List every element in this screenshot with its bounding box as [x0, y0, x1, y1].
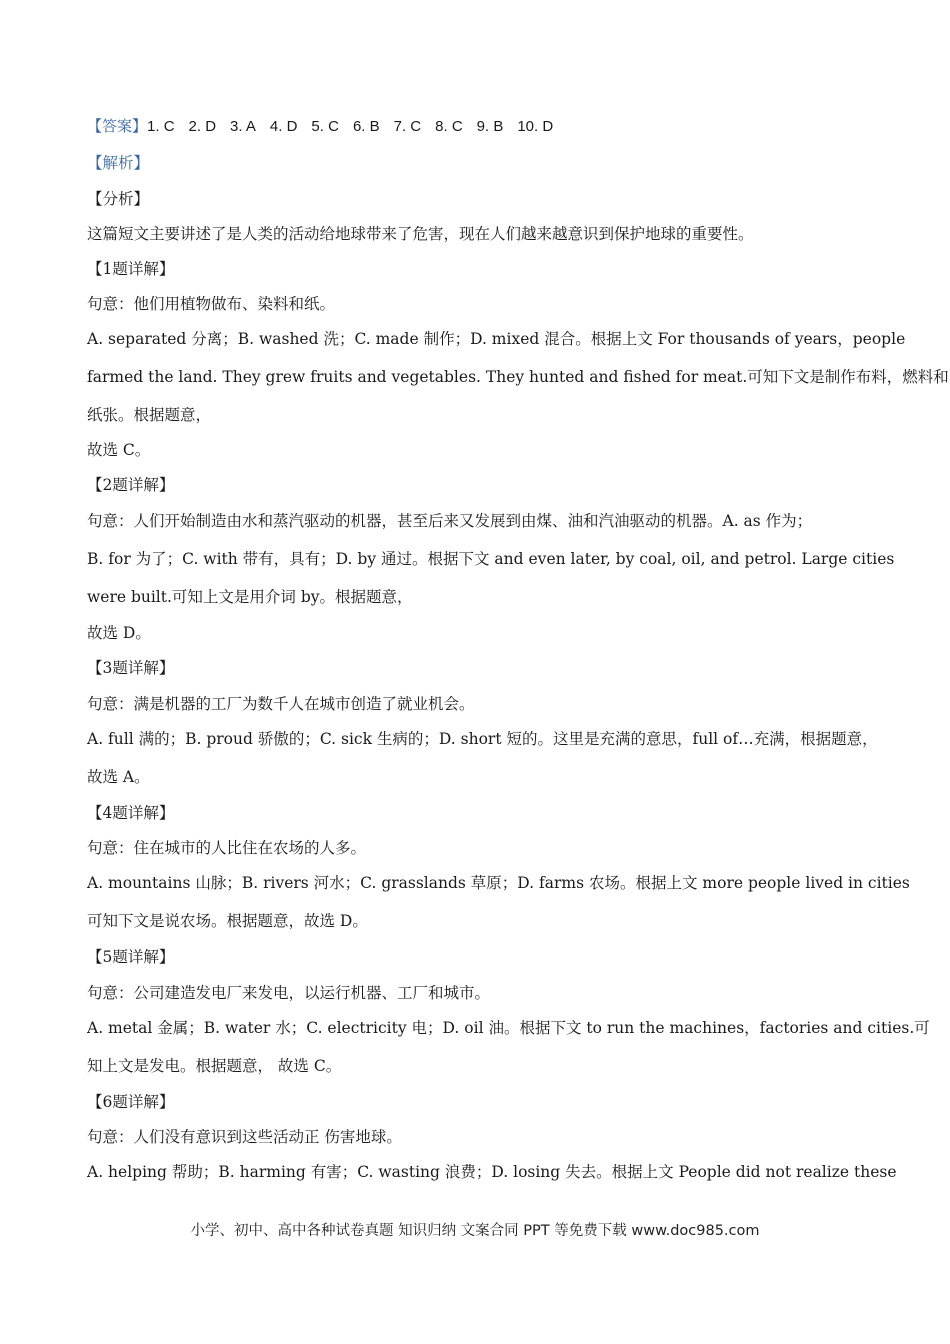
answer-item: 4. D [269, 118, 298, 135]
answer-item: 3. A [230, 118, 256, 135]
answer-item: 5. C [311, 118, 339, 135]
q1-line-1: A. separated 分离；B. washed 洗；C. made 制作；D. mixed 混合。根据上文 For thousands of years，people [87, 330, 906, 348]
answer-tag: 【答案】 [87, 118, 148, 135]
q3-meaning: 句意：满是机器的工厂为数千人在城市创造了就业机会。 [87, 695, 475, 713]
q2-answer: 故选 D。 [87, 624, 151, 642]
answer-line [87, 116, 553, 138]
answer-item: 10. D [517, 118, 554, 135]
q6-heading: 【6题详解】 [87, 1093, 175, 1111]
q2-line-2: were built.可知上文是用介词 by。根据题意， [87, 588, 413, 606]
answer-item: 9. B [476, 118, 504, 135]
answer-item: 1. C [147, 118, 175, 135]
q2-meaning: 句意：人们开始制造由水和蒸汽驱动的机器，甚至后来又发展到由煤、油和汽油驱动的机器。A. as 作为； [87, 512, 813, 530]
q2-heading: 【2题详解】 [87, 476, 175, 494]
q4-line-2: 可知下文是说农场。根据题意，故选 D。 [87, 912, 368, 930]
answer-item: 8. C [435, 118, 463, 135]
q1-line-3: 纸张。根据题意， [87, 406, 212, 424]
answer-item: 7. C [393, 118, 422, 135]
q1-heading: 【1题详解】 [87, 260, 175, 278]
q4-meaning: 句意：住在城市的人比住在农场的人多。 [87, 839, 367, 857]
q2-line-1: B. for 为了；C. with 带有，具有；D. by 通过。根据下文 and even later, by coal, oil, and petrol. Large cities [87, 550, 895, 568]
q3-line-1: A. full 满的；B. proud 骄傲的；C. sick 生病的；D. short 短的。这里是充满的意思，full of…充满，根据题意， [87, 730, 878, 748]
q6-line-1: A. helping 帮助；B. harming 有害；C. wasting 浪费；D. losing 失去。根据上文 People did not realize these [87, 1163, 897, 1181]
q4-line-1: A. mountains 山脉；B. rivers 河水；C. grasslands 草原；D. farms 农场。根据上文 more people lived in cities [87, 874, 910, 892]
q5-heading: 【5题详解】 [87, 948, 175, 966]
q1-line-2: farmed the land. They grew fruits and vegetables. They hunted and fished for meat.可知下文是制作布料，燃料和 [87, 368, 949, 386]
analysis-heading: 【解析】 [87, 154, 150, 172]
q5-line-1: A. metal 金属；B. water 水；C. electricity 电；D. oil 油。根据下文 to run the machines，factories and cities.可 [87, 1019, 930, 1037]
answer-item: 2. D [188, 118, 217, 135]
answer-item: 6. B [352, 118, 380, 135]
summary-text: 这篇短文主要讲述了是人类的活动给地球带来了危害，现在人们越来越意识到保护地球的重要性。 [87, 225, 754, 243]
page-footer: 小学、初中、高中各种试卷真题 知识归纳 文案合同 PPT 等免费下载 www.doc985.com [190, 1223, 760, 1239]
q5-line-2: 知上文是发电。根据题意， 故选 C。 [87, 1057, 342, 1075]
q5-meaning: 句意：公司建造发电厂来发电，以运行机器、工厂和城市。 [87, 984, 491, 1002]
q6-meaning: 句意：人们没有意识到这些活动正 伤害地球。 [87, 1128, 402, 1146]
q4-heading: 【4题详解】 [87, 804, 175, 822]
q1-meaning: 句意：他们用植物做布、染料和纸。 [87, 295, 336, 313]
q3-heading: 【3题详解】 [87, 659, 175, 677]
q1-answer: 故选 C。 [87, 441, 151, 459]
q3-answer: 故选 A。 [87, 768, 150, 786]
fenxi-heading: 【分析】 [87, 190, 150, 208]
